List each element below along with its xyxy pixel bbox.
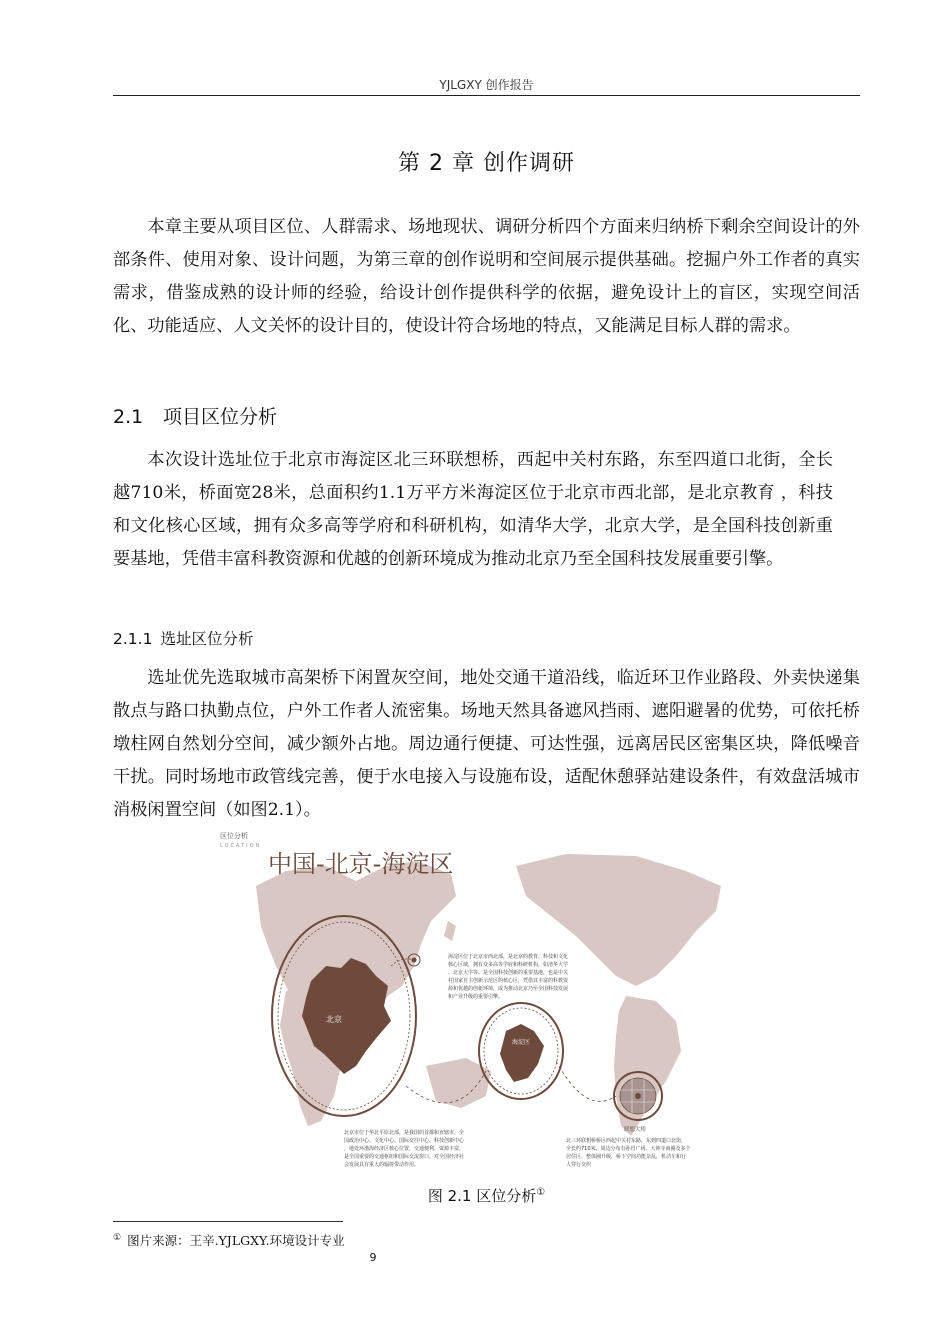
haidian-label: 海淀区 xyxy=(512,1039,531,1046)
figure-caption-mark: ① xyxy=(536,1187,546,1198)
svg-text:全长约710米，周边分布有孙冒广场、大钟寺商圈及多个: 全长约710米，周边分布有孙冒广场、大钟寺商圈及多个 xyxy=(566,1146,691,1152)
bridge-dot xyxy=(635,1093,641,1099)
island-japan xyxy=(444,921,456,941)
footnote xyxy=(113,1231,345,1249)
beijing-label: 北京 xyxy=(326,1015,342,1024)
location-figure xyxy=(216,826,736,1178)
section-heading-2-1 xyxy=(113,402,277,429)
svg-text:源和优越的创新环境，成为推动北京乃至全国科技发展: 源和优越的创新环境，成为推动北京乃至全国科技发展 xyxy=(448,986,569,992)
svg-text:、北京大学等。是全国科技创新的重要基地，也是中关: 、北京大学等。是全国科技创新的重要基地，也是中关 xyxy=(448,970,569,976)
svg-text:人穿行交织: 人穿行交织 xyxy=(566,1162,592,1168)
figure-heading: 中国-北京-海淀区 xyxy=(268,850,454,878)
subsection-title: 选址区位分析 xyxy=(160,630,254,648)
svg-text:会发展具有重大的辐射带动作用。: 会发展具有重大的辐射带动作用。 xyxy=(344,1162,420,1168)
figure-sublabel: LOCATION xyxy=(220,843,262,849)
figure-caption-text: 图 2.1 区位分析 xyxy=(427,1187,537,1205)
beijing-text-block xyxy=(344,1129,465,1168)
footnote-mark: ① xyxy=(113,1232,122,1243)
svg-text:居住区，整体圈升级，桥下空间功能杂乱，机动车和行: 居住区，整体圈升级，桥下空间功能杂乱，机动车和行 xyxy=(566,1154,687,1160)
svg-text:和产业升级的重要引擎。: 和产业升级的重要引擎。 xyxy=(448,994,504,1000)
bridge-label: 联想大桥 xyxy=(624,1127,647,1133)
svg-text:海淀区位于北京市西北部，是北京的教育、科技和文化: 海淀区位于北京市西北部，是北京的教育、科技和文化 xyxy=(448,954,569,960)
haidian-shape xyxy=(500,1024,544,1082)
svg-text:北京市位于华北平原北部，是我国的首都和直辖市，全: 北京市位于华北平原北部，是我国的首都和直辖市，全 xyxy=(344,1130,465,1136)
svg-text:，地处环渤海经济区核心位置，交通便利，资源丰富，: ，地处环渤海经济区核心位置，交通便利，资源丰富， xyxy=(344,1146,465,1152)
intro-paragraph: 本章主要从项目区位、人群需求、场地现状、调研分析四个方面来归纳桥下剩余空间设计的外部条件、使用对象、设计问题，为第三章的创作说明和空间展示提供基础。挖掘户外工作者的真实需求，借鉴成熟的设计师的经验，给设计创作提供科学的依据，避免设计上的盲区，实现空间活化、功能适应、人文关怀的设计目的，使设计符合场地的特点，又能满足目标人群的需求。 xyxy=(113,217,860,336)
subsection-heading-2-1-1 xyxy=(113,627,253,649)
site-paragraph: 选址优先选取城市高架桥下闲置灰空间，地处交通干道沿线，临近环卫作业路段、外卖快递集散点与路口执勤点位，户外工作者人流密集。场地天然具备遮风挡雨、遮阳避暑的优势，可依托桥墩柱网自然划分空间，减少额外占地。周边通行便捷、可达性强，远离居民区密集区块，降低噪音干扰。同时场地市政管线完善，便于水电接入与设施布设，适配休憩驿站建设条件，有效盘活城市消极闲置空间（如图2.1）。 xyxy=(113,668,860,820)
page-number: 9 xyxy=(369,1251,377,1264)
location-map-svg xyxy=(216,826,736,1178)
connector-line-3 xyxy=(556,1061,616,1101)
svg-text:北三环联想桥桥区西起中关村东路，东到四道口北街，: 北三环联想桥桥区西起中关村东路，东到四道口北街， xyxy=(566,1138,687,1144)
figure-caption xyxy=(113,1185,860,1206)
subsection-number: 2.1.1 xyxy=(113,630,153,648)
section-number: 2.1 xyxy=(113,406,144,428)
section-title: 项目区位分析 xyxy=(163,406,278,428)
svg-text:是全国重要的交通枢纽和国际交流窗口，对全国经济社: 是全国重要的交通枢纽和国际交流窗口，对全国经济社 xyxy=(344,1154,465,1160)
chapter-title: 第 2 章 创作调研 xyxy=(398,151,575,176)
svg-text:村国家自主创新示范区的核心区，凭借其丰富的科教资: 村国家自主创新示范区的核心区，凭借其丰富的科教资 xyxy=(448,978,569,984)
page-header: YJLGXY 创作报告 xyxy=(439,78,534,92)
header-rule xyxy=(113,95,860,96)
svg-text:国政治中心、文化中心、国际交往中心、科技创新中心: 国政治中心、文化中心、国际交往中心、科技创新中心 xyxy=(344,1138,465,1144)
footnote-text: 图片来源：王辛.YJLGXY.环境设计专业 xyxy=(127,1233,345,1248)
figure-label: 区位分析 xyxy=(220,832,248,840)
bridge-text-block xyxy=(566,1137,691,1168)
location-paragraph: 本次设计选址位于北京市海淀区北三环联想桥，西起中关村东路，东至四道口北街，全长越710米，桥面宽28米，总面积约1.1万平方米海淀区位于北京市西北部，是北京教育 ，科技和文化核心区域，拥有众多高等学府和科研机构，如清华大学，北京大学，是全国科技创新重要基地，凭借丰富科教资源和优越的创新环境成为推动北京乃至全国科技发展重要引擎。 xyxy=(113,450,833,569)
haidian-text-block xyxy=(448,953,569,1000)
footnote-rule xyxy=(113,1221,343,1222)
svg-text:核心区域，拥有众多高等学府和科研机构，如清华大学: 核心区域，拥有众多高等学府和科研机构，如清华大学 xyxy=(448,962,569,968)
